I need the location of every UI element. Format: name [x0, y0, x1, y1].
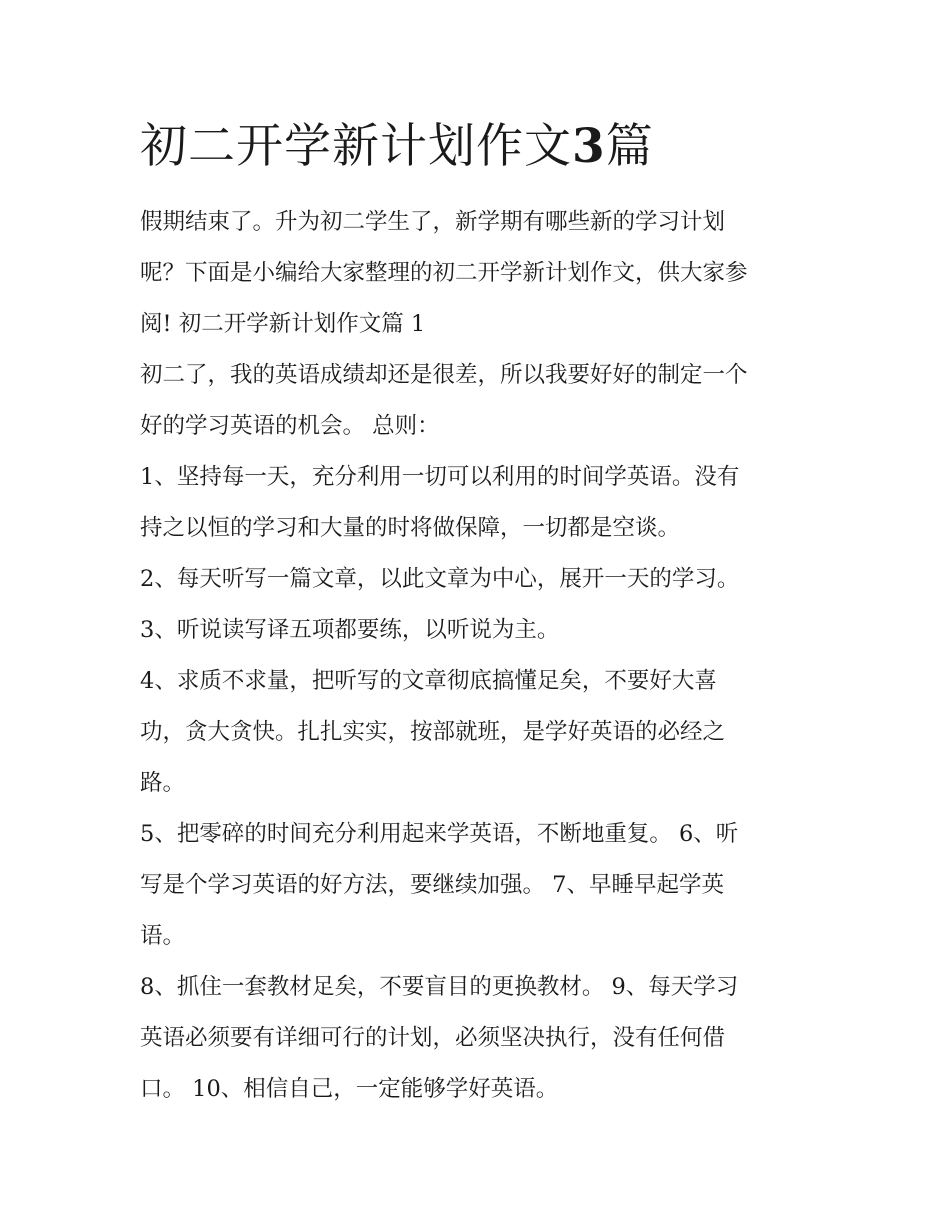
- text-line: 语。: [140, 923, 186, 949]
- text-line: 口。 10、相信自己，一定能够学好英语。: [140, 1076, 559, 1102]
- text-line: 好的学习英语的机会。 总则：: [140, 413, 440, 439]
- title-text: 初二开学新计划作文: [140, 119, 572, 174]
- text-line: 路。: [140, 770, 186, 796]
- text-line: 1、坚持每一天，充分利用一切可以利用的时间学英语。没有: [140, 464, 740, 490]
- text-line: 8、抓住一套教材足矣，不要盲目的更换教材。 9、每天学习: [140, 974, 739, 1000]
- text-line: 呢？下面是小编给大家整理的初二开学新计划作文，供大家参: [140, 260, 748, 286]
- text-line: 2、每天听写一篇文章，以此文章为中心，展开一天的学习。: [140, 566, 740, 592]
- text-line: 写是个学习英语的好方法，要继续加强。 7、早睡早起学英: [140, 872, 724, 898]
- text-line: 阅! 初二开学新计划作文篇 1: [140, 311, 426, 337]
- text-line: 持之以恒的学习和大量的时将做保障，一切都是空谈。: [140, 515, 681, 541]
- title-suffix: 篇: [605, 119, 654, 174]
- text-line: 功，贪大贪快。扎扎实实，按部就班，是学好英语的必经之: [140, 719, 726, 745]
- text-line: 英语必须要有详细可行的计划，必须坚决执行，没有任何借: [140, 1025, 726, 1051]
- text-line: 5、把零碎的时间充分利用起来学英语，不断地重复。 6、听: [140, 821, 739, 847]
- text-line: 3、听说读写译五项都要练，以听说为主。: [140, 617, 560, 643]
- text-line: 初二了，我的英语成绩却还是很差，所以我要好好的制定一个: [140, 362, 748, 388]
- document-title: [140, 112, 654, 182]
- title-number: 3: [572, 119, 606, 174]
- document-body: [140, 197, 820, 1115]
- text-line: 4、求质不求量，把听写的文章彻底搞懂足矣，不要好大喜: [140, 668, 717, 694]
- text-line: 假期结束了。升为初二学生了，新学期有哪些新的学习计划: [140, 209, 726, 235]
